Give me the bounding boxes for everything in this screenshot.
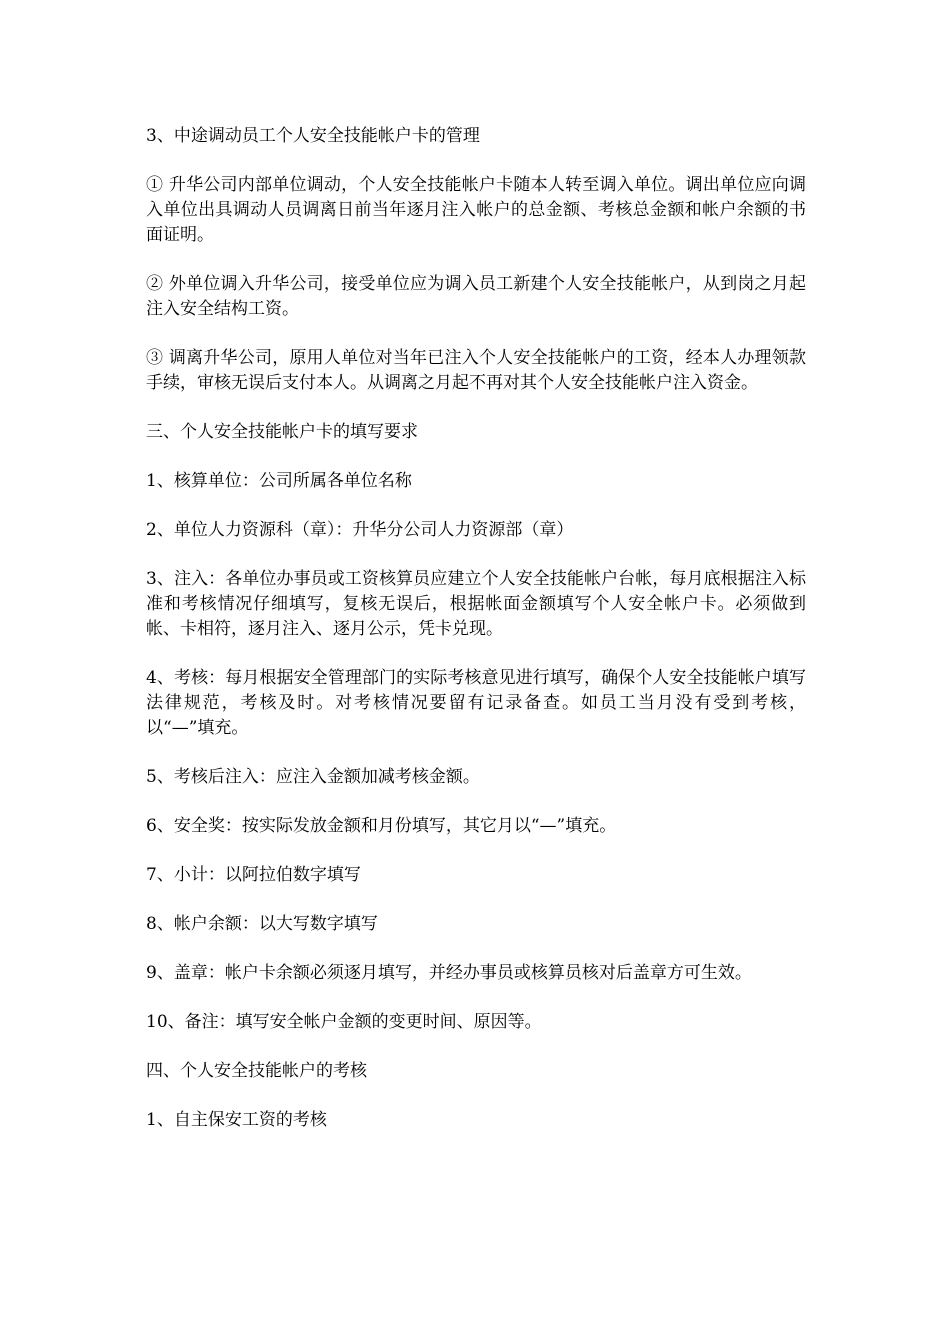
paragraph-hr-department: 2、单位人力资源科（章）：升华分公司人力资源部（章）	[146, 520, 574, 540]
paragraph-account-balance: 8、帐户余额：以大写数字填写	[146, 914, 378, 934]
section-heading-account-assessment: 四、个人安全技能帐户的考核	[146, 1061, 367, 1081]
paragraph-transfer-out: ③ 调离升华公司，原用人单位对当年已注入个人安全技能帐户的工资，经本人办理领款手续，审核无误后支付本人。从调离之月起不再对其个人安全技能帐户注入资金。	[146, 348, 806, 393]
paragraph-assessment: 4、考核：每月根据安全管理部门的实际考核意见进行填写，确保个人安全技能帐户填写法律规范，考核及时。对考核情况要留有记录备查。如员工当月没有受到考核，以“—”填充。	[146, 668, 806, 738]
section-heading-filling-requirements: 三、个人安全技能帐户卡的填写要求	[146, 422, 418, 442]
paragraph-injection: 3、注入：各单位办事员或工资核算员应建立个人安全技能帐户台帐，每月底根据注入标准和考核情况仔细填写，复核无误后，根据帐面金额填写个人安全帐户卡。必须做到帐、卡相符，逐月注入、逐月公示，凭卡兑现。	[146, 569, 806, 639]
paragraph-external-transfer-in: ② 外单位调入升华公司，接受单位应为调入员工新建个人安全技能帐户，从到岗之月起注入安全结构工资。	[146, 274, 806, 319]
paragraph-remarks: 10、备注：填写安全帐户金额的变更时间、原因等。	[146, 1012, 542, 1032]
paragraph-subtotal: 7、小计：以阿拉伯数字填写	[146, 865, 361, 885]
paragraph-stamp: 9、盖章：帐户卡余额必须逐月填写，并经办事员或核算员核对后盖章方可生效。	[146, 963, 752, 983]
paragraph-safety-award: 6、安全奖：按实际发放金额和月份填写，其它月以“—”填充。	[146, 816, 617, 836]
paragraph-post-assessment-injection: 5、考核后注入：应注入金额加减考核金额。	[146, 767, 480, 787]
paragraph-accounting-unit: 1、核算单位：公司所属各单位名称	[146, 471, 412, 491]
section-heading-transfer-management: 3、中途调动员工个人安全技能帐户卡的管理	[146, 126, 480, 146]
document-page	[146, 124, 806, 1157]
paragraph-self-security-wage: 1、自主保安工资的考核	[146, 1110, 327, 1130]
paragraph-internal-transfer: ① 升华公司内部单位调动，个人安全技能帐户卡随本人转至调入单位。调出单位应向调入单位出具调动人员调离日前当年逐月注入帐户的总金额、考核总金额和帐户余额的书面证明。	[146, 175, 806, 245]
